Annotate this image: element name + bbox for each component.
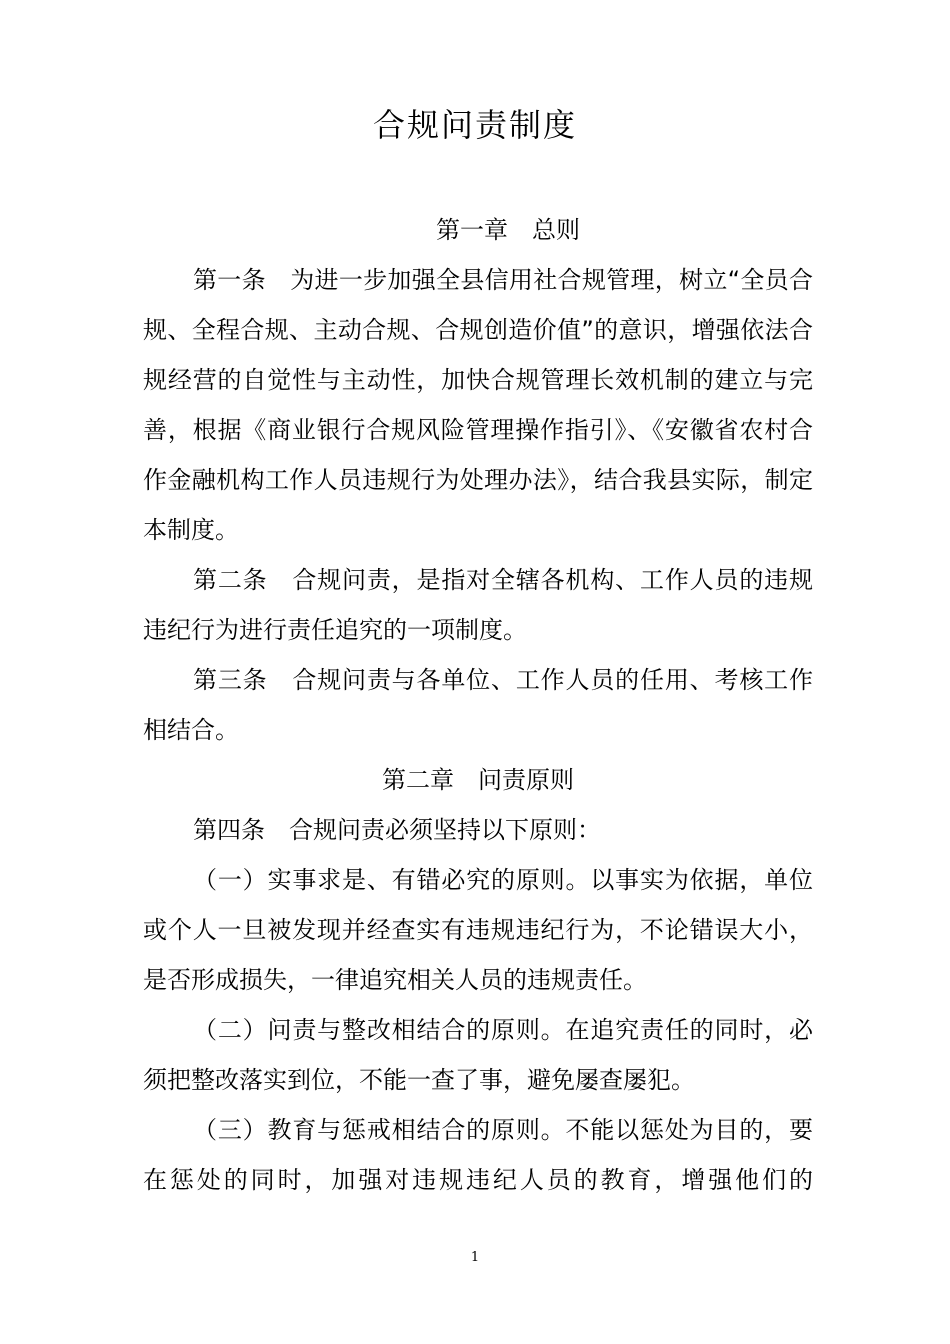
document-body	[143, 205, 813, 1205]
article-paragraph: （一）实事求是、有错必究的原则。以事实为依据，单位或个人一旦被发现并经查实有违规违纪行为，不论错误大小，是否形成损失，一律追究相关人员的违规责任。	[143, 866, 813, 994]
article-paragraph: （二）问责与整改相结合的原则。在追究责任的同时，必须把整改落实到位，不能一查了事，避免屡查屡犯。	[143, 1016, 813, 1094]
chapter-heading: 第二章 问责原则	[382, 766, 574, 794]
chapter-heading: 第一章 总则	[436, 216, 580, 244]
article-paragraph: 第四条 合规问责必须坚持以下原则：	[193, 816, 601, 844]
article-paragraph: 第二条 合规问责，是指对全辖各机构、工作人员的违规违纪行为进行责任追究的一项制度。	[143, 566, 813, 644]
article-paragraph: 第一条 为进一步加强全县信用社合规管理，树立“全员合规、全程合规、主动合规、合规创造价值”的意识，增强依法合规经营的自觉性与主动性，加快合规管理长效机制的建立与完善，根据《商业银行合规风险管理操作指引》、《安徽省农村合作金融机构工作人员违规行为处理办法》，结合我县实际，制定本制度。	[143, 266, 813, 544]
document-title: 合规问责制度	[372, 106, 577, 144]
page-number: 1	[470, 1250, 480, 1265]
article-paragraph: 第三条 合规问责与各单位、工作人员的任用、考核工作相结合。	[143, 666, 813, 744]
article-paragraph: （三）教育与惩戒相结合的原则。不能以惩处为目的，要在惩处的同时，加强对违规违纪人员的教育，增强他们的	[143, 1116, 813, 1194]
